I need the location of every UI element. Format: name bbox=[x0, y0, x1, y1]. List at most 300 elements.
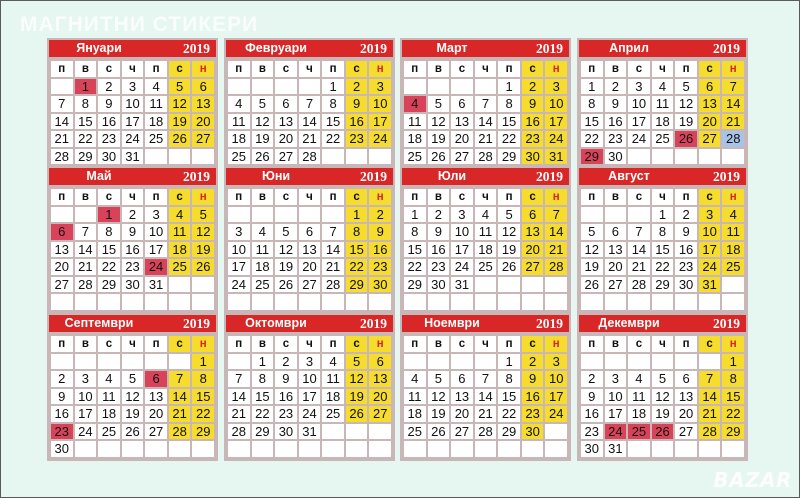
day-cell: 25 bbox=[228, 149, 250, 165]
day-cell: 10 bbox=[369, 96, 391, 112]
day-cell: 3 bbox=[545, 79, 567, 95]
day-cell: 28 bbox=[75, 277, 97, 293]
day-cell: 22 bbox=[322, 131, 344, 147]
day-cell: 3 bbox=[605, 371, 627, 387]
empty-cell bbox=[699, 354, 721, 370]
day-cell: 14 bbox=[169, 389, 191, 405]
day-cell: 27 bbox=[145, 424, 167, 440]
empty-cell bbox=[192, 277, 214, 293]
empty-cell bbox=[498, 294, 520, 310]
day-cell: 19 bbox=[428, 406, 450, 422]
empty-cell bbox=[369, 441, 391, 457]
weekday-header: ч bbox=[652, 336, 674, 352]
day-cell: 30 bbox=[122, 277, 144, 293]
day-cell: 27 bbox=[369, 406, 391, 422]
empty-cell bbox=[169, 354, 191, 370]
day-cell: 27 bbox=[451, 424, 473, 440]
day-cell: 29 bbox=[252, 424, 274, 440]
day-cell: 30 bbox=[581, 441, 603, 457]
weekday-header: н bbox=[722, 61, 744, 77]
day-cell: 8 bbox=[322, 96, 344, 112]
day-cell: 6 bbox=[605, 224, 627, 240]
day-cell: 3 bbox=[369, 79, 391, 95]
day-cell: 14 bbox=[722, 96, 744, 112]
day-cell: 10 bbox=[605, 389, 627, 405]
day-cell: 2 bbox=[51, 371, 73, 387]
day-cell: 23 bbox=[675, 259, 697, 275]
weekday-header: с bbox=[451, 336, 473, 352]
day-cell: 13 bbox=[299, 242, 321, 258]
day-cell: 30 bbox=[275, 424, 297, 440]
day-cell: 9 bbox=[98, 96, 120, 112]
day-cell: 21 bbox=[51, 131, 73, 147]
day-cell: 9 bbox=[522, 96, 544, 112]
day-cell: 29 bbox=[722, 424, 744, 440]
day-cell: 5 bbox=[581, 224, 603, 240]
month-name: Декември bbox=[598, 316, 660, 330]
weekday-header: п bbox=[581, 189, 603, 205]
day-cell: 20 bbox=[275, 131, 297, 147]
empty-cell bbox=[652, 441, 674, 457]
day-cell: 16 bbox=[581, 406, 603, 422]
day-cell: 3 bbox=[628, 79, 650, 95]
empty-cell bbox=[675, 354, 697, 370]
empty-cell bbox=[581, 207, 603, 223]
day-cell: 13 bbox=[192, 96, 214, 112]
empty-cell bbox=[722, 441, 744, 457]
weekday-header: п bbox=[404, 189, 426, 205]
month-days-grid bbox=[579, 59, 746, 184]
weekday-header: ч bbox=[299, 336, 321, 352]
day-cell: 12 bbox=[122, 389, 144, 405]
day-cell: 7 bbox=[475, 96, 497, 112]
day-cell: 27 bbox=[275, 149, 297, 165]
day-cell: 9 bbox=[675, 224, 697, 240]
day-cell: 17 bbox=[699, 242, 721, 258]
empty-cell bbox=[545, 277, 567, 293]
day-cell: 11 bbox=[252, 242, 274, 258]
day-cell: 26 bbox=[675, 131, 697, 147]
day-cell: 8 bbox=[498, 371, 520, 387]
month-3 bbox=[400, 38, 571, 186]
day-cell: 30 bbox=[522, 149, 544, 165]
day-cell: 16 bbox=[605, 114, 627, 130]
day-cell: 9 bbox=[369, 224, 391, 240]
weekday-header: в bbox=[605, 189, 627, 205]
day-cell: 17 bbox=[75, 406, 97, 422]
weekday-header: с bbox=[522, 336, 544, 352]
weekday-header: с bbox=[169, 336, 191, 352]
day-cell: 26 bbox=[581, 277, 603, 293]
day-cell: 30 bbox=[522, 424, 544, 440]
month-name: Юни bbox=[261, 169, 291, 183]
day-cell: 6 bbox=[675, 371, 697, 387]
empty-cell bbox=[252, 79, 274, 95]
day-cell: 17 bbox=[451, 242, 473, 258]
empty-cell bbox=[404, 294, 426, 310]
month-header bbox=[226, 40, 393, 59]
day-cell: 11 bbox=[169, 224, 191, 240]
day-cell: 20 bbox=[451, 131, 473, 147]
month-header bbox=[579, 40, 746, 59]
day-cell: 8 bbox=[75, 96, 97, 112]
empty-cell bbox=[122, 441, 144, 457]
day-cell: 11 bbox=[475, 224, 497, 240]
empty-cell bbox=[346, 149, 368, 165]
empty-cell bbox=[628, 207, 650, 223]
day-cell: 12 bbox=[498, 224, 520, 240]
empty-cell bbox=[581, 354, 603, 370]
day-cell: 27 bbox=[192, 131, 214, 147]
empty-cell bbox=[145, 354, 167, 370]
day-cell: 6 bbox=[51, 224, 73, 240]
day-cell: 24 bbox=[369, 131, 391, 147]
empty-cell bbox=[475, 79, 497, 95]
empty-cell bbox=[169, 441, 191, 457]
day-cell: 25 bbox=[322, 406, 344, 422]
day-cell: 31 bbox=[145, 277, 167, 293]
empty-cell bbox=[652, 294, 674, 310]
day-cell: 8 bbox=[98, 224, 120, 240]
day-cell: 13 bbox=[51, 242, 73, 258]
day-cell: 15 bbox=[98, 242, 120, 258]
weekday-header: н bbox=[545, 189, 567, 205]
empty-cell bbox=[369, 149, 391, 165]
weekday-header: с bbox=[98, 189, 120, 205]
weekday-header: н bbox=[192, 61, 214, 77]
empty-cell bbox=[699, 149, 721, 165]
day-cell: 12 bbox=[675, 96, 697, 112]
day-cell: 23 bbox=[428, 259, 450, 275]
month-year: 2019 bbox=[183, 169, 210, 184]
day-cell: 7 bbox=[475, 371, 497, 387]
day-cell: 22 bbox=[722, 406, 744, 422]
day-cell: 23 bbox=[346, 131, 368, 147]
day-cell: 7 bbox=[628, 224, 650, 240]
month-header bbox=[49, 315, 216, 334]
day-cell: 12 bbox=[192, 224, 214, 240]
day-cell: 26 bbox=[428, 424, 450, 440]
empty-cell bbox=[228, 354, 250, 370]
day-cell: 4 bbox=[322, 354, 344, 370]
day-cell: 12 bbox=[428, 114, 450, 130]
weekday-header: н bbox=[369, 336, 391, 352]
month-header bbox=[49, 168, 216, 187]
day-cell: 4 bbox=[404, 96, 426, 112]
day-cell: 11 bbox=[98, 389, 120, 405]
empty-cell bbox=[346, 441, 368, 457]
weekday-header: с bbox=[275, 61, 297, 77]
day-cell: 23 bbox=[98, 131, 120, 147]
day-cell: 12 bbox=[169, 96, 191, 112]
day-cell: 6 bbox=[451, 371, 473, 387]
month-name: Октомври bbox=[245, 316, 307, 330]
empty-cell bbox=[545, 441, 567, 457]
empty-cell bbox=[192, 294, 214, 310]
day-cell: 28 bbox=[228, 424, 250, 440]
day-cell: 31 bbox=[451, 277, 473, 293]
day-cell: 13 bbox=[675, 389, 697, 405]
day-cell: 29 bbox=[98, 277, 120, 293]
month-11 bbox=[400, 313, 571, 461]
empty-cell bbox=[75, 294, 97, 310]
day-cell: 27 bbox=[675, 424, 697, 440]
day-cell: 16 bbox=[275, 389, 297, 405]
day-cell: 3 bbox=[122, 79, 144, 95]
weekday-header: с bbox=[275, 189, 297, 205]
empty-cell bbox=[122, 294, 144, 310]
weekday-header: в bbox=[75, 189, 97, 205]
day-cell: 5 bbox=[252, 96, 274, 112]
day-cell: 26 bbox=[275, 277, 297, 293]
empty-cell bbox=[404, 79, 426, 95]
day-cell: 1 bbox=[498, 79, 520, 95]
day-cell: 14 bbox=[475, 114, 497, 130]
empty-cell bbox=[192, 149, 214, 165]
day-cell: 13 bbox=[451, 114, 473, 130]
day-cell: 14 bbox=[51, 114, 73, 130]
day-cell: 2 bbox=[98, 79, 120, 95]
month-year: 2019 bbox=[713, 316, 740, 331]
day-cell: 11 bbox=[228, 114, 250, 130]
empty-cell bbox=[228, 79, 250, 95]
empty-cell bbox=[404, 354, 426, 370]
day-cell: 3 bbox=[145, 207, 167, 223]
day-cell: 18 bbox=[628, 406, 650, 422]
day-cell: 20 bbox=[192, 114, 214, 130]
day-cell: 27 bbox=[451, 149, 473, 165]
empty-cell bbox=[722, 294, 744, 310]
weekday-header: п bbox=[498, 61, 520, 77]
day-cell: 22 bbox=[498, 131, 520, 147]
month-days-grid bbox=[226, 187, 393, 312]
weekday-header: ч bbox=[652, 189, 674, 205]
day-cell: 29 bbox=[581, 149, 603, 165]
day-cell: 18 bbox=[228, 131, 250, 147]
day-cell: 24 bbox=[605, 424, 627, 440]
weekday-header: п bbox=[404, 61, 426, 77]
weekday-header: в bbox=[428, 336, 450, 352]
month-header bbox=[226, 315, 393, 334]
day-cell: 6 bbox=[369, 354, 391, 370]
day-cell: 10 bbox=[145, 224, 167, 240]
day-cell: 11 bbox=[404, 114, 426, 130]
month-5 bbox=[47, 166, 218, 314]
day-cell: 10 bbox=[122, 96, 144, 112]
month-year: 2019 bbox=[360, 169, 387, 184]
empty-cell bbox=[628, 294, 650, 310]
day-cell: 19 bbox=[192, 242, 214, 258]
day-cell: 24 bbox=[628, 131, 650, 147]
day-cell: 29 bbox=[498, 149, 520, 165]
day-cell: 20 bbox=[299, 259, 321, 275]
day-cell: 22 bbox=[346, 259, 368, 275]
empty-cell bbox=[605, 207, 627, 223]
day-cell: 22 bbox=[252, 406, 274, 422]
empty-cell bbox=[275, 294, 297, 310]
month-days-grid bbox=[579, 187, 746, 312]
day-cell: 16 bbox=[522, 389, 544, 405]
empty-cell bbox=[699, 441, 721, 457]
empty-cell bbox=[545, 424, 567, 440]
month-year: 2019 bbox=[713, 169, 740, 184]
empty-cell bbox=[369, 294, 391, 310]
month-days-grid bbox=[579, 334, 746, 459]
day-cell: 14 bbox=[322, 242, 344, 258]
day-cell: 17 bbox=[145, 242, 167, 258]
day-cell: 28 bbox=[169, 424, 191, 440]
weekday-header: п bbox=[322, 336, 344, 352]
empty-cell bbox=[428, 79, 450, 95]
month-year: 2019 bbox=[183, 316, 210, 331]
day-cell: 14 bbox=[699, 389, 721, 405]
empty-cell bbox=[346, 294, 368, 310]
day-cell: 25 bbox=[169, 259, 191, 275]
day-cell: 15 bbox=[652, 242, 674, 258]
empty-cell bbox=[451, 354, 473, 370]
weekday-header: в bbox=[252, 189, 274, 205]
day-cell: 6 bbox=[699, 79, 721, 95]
day-cell: 13 bbox=[522, 224, 544, 240]
day-cell: 16 bbox=[675, 242, 697, 258]
day-cell: 28 bbox=[475, 424, 497, 440]
day-cell: 11 bbox=[404, 389, 426, 405]
day-cell: 6 bbox=[299, 224, 321, 240]
empty-cell bbox=[699, 294, 721, 310]
day-cell: 1 bbox=[98, 207, 120, 223]
day-cell: 26 bbox=[192, 259, 214, 275]
empty-cell bbox=[75, 207, 97, 223]
day-cell: 3 bbox=[299, 354, 321, 370]
month-days-grid bbox=[49, 334, 216, 459]
empty-cell bbox=[652, 149, 674, 165]
empty-cell bbox=[145, 441, 167, 457]
day-cell: 19 bbox=[581, 259, 603, 275]
day-cell: 3 bbox=[545, 354, 567, 370]
empty-cell bbox=[98, 294, 120, 310]
day-cell: 20 bbox=[145, 406, 167, 422]
day-cell: 22 bbox=[581, 131, 603, 147]
day-cell: 3 bbox=[451, 207, 473, 223]
day-cell: 17 bbox=[605, 406, 627, 422]
day-cell: 2 bbox=[522, 79, 544, 95]
day-cell: 6 bbox=[192, 79, 214, 95]
empty-cell bbox=[605, 354, 627, 370]
day-cell: 8 bbox=[192, 371, 214, 387]
weekday-header: н bbox=[545, 336, 567, 352]
day-cell: 24 bbox=[75, 424, 97, 440]
weekday-header: н bbox=[369, 61, 391, 77]
weekday-header: п bbox=[322, 189, 344, 205]
month-name: Май bbox=[86, 169, 112, 183]
empty-cell bbox=[98, 354, 120, 370]
day-cell: 20 bbox=[369, 389, 391, 405]
empty-cell bbox=[322, 294, 344, 310]
day-cell: 10 bbox=[299, 371, 321, 387]
day-cell: 18 bbox=[652, 114, 674, 130]
month-name: Юли bbox=[437, 169, 467, 183]
day-cell: 30 bbox=[428, 277, 450, 293]
weekday-header: п bbox=[145, 336, 167, 352]
weekday-header: н bbox=[722, 336, 744, 352]
empty-cell bbox=[169, 149, 191, 165]
weekday-header: ч bbox=[475, 189, 497, 205]
day-cell: 4 bbox=[722, 207, 744, 223]
weekday-header: п bbox=[228, 189, 250, 205]
day-cell: 30 bbox=[369, 277, 391, 293]
weekday-header: п bbox=[581, 336, 603, 352]
day-cell: 19 bbox=[169, 114, 191, 130]
day-cell: 24 bbox=[699, 259, 721, 275]
day-cell: 16 bbox=[346, 114, 368, 130]
empty-cell bbox=[428, 354, 450, 370]
day-cell: 18 bbox=[145, 114, 167, 130]
day-cell: 19 bbox=[122, 406, 144, 422]
day-cell: 22 bbox=[192, 406, 214, 422]
day-cell: 26 bbox=[498, 259, 520, 275]
day-cell: 21 bbox=[699, 406, 721, 422]
empty-cell bbox=[675, 294, 697, 310]
day-cell: 20 bbox=[675, 406, 697, 422]
day-cell: 19 bbox=[428, 131, 450, 147]
day-cell: 30 bbox=[98, 149, 120, 165]
day-cell: 15 bbox=[322, 114, 344, 130]
day-cell: 9 bbox=[605, 96, 627, 112]
day-cell: 10 bbox=[545, 371, 567, 387]
month-days-grid bbox=[49, 59, 216, 184]
weekday-header: в bbox=[605, 61, 627, 77]
empty-cell bbox=[275, 79, 297, 95]
weekday-header: п bbox=[675, 336, 697, 352]
day-cell: 10 bbox=[545, 96, 567, 112]
day-cell: 14 bbox=[299, 114, 321, 130]
weekday-header: в bbox=[75, 61, 97, 77]
day-cell: 17 bbox=[228, 259, 250, 275]
weekday-header: с bbox=[628, 189, 650, 205]
empty-cell bbox=[299, 294, 321, 310]
day-cell: 10 bbox=[228, 242, 250, 258]
day-cell: 1 bbox=[322, 79, 344, 95]
day-cell: 21 bbox=[169, 406, 191, 422]
empty-cell bbox=[252, 294, 274, 310]
empty-cell bbox=[498, 277, 520, 293]
day-cell: 7 bbox=[51, 96, 73, 112]
day-cell: 19 bbox=[275, 259, 297, 275]
empty-cell bbox=[451, 294, 473, 310]
day-cell: 5 bbox=[652, 371, 674, 387]
day-cell: 16 bbox=[369, 242, 391, 258]
day-cell: 25 bbox=[252, 277, 274, 293]
day-cell: 18 bbox=[169, 242, 191, 258]
day-cell: 8 bbox=[581, 96, 603, 112]
weekday-header: в bbox=[75, 336, 97, 352]
day-cell: 5 bbox=[122, 371, 144, 387]
day-cell: 26 bbox=[169, 131, 191, 147]
day-cell: 7 bbox=[699, 371, 721, 387]
weekday-header: п bbox=[145, 189, 167, 205]
weekday-header: с bbox=[98, 61, 120, 77]
day-cell: 10 bbox=[628, 96, 650, 112]
month-1 bbox=[47, 38, 218, 186]
month-6 bbox=[224, 166, 395, 314]
weekday-header: п bbox=[51, 189, 73, 205]
day-cell: 25 bbox=[628, 424, 650, 440]
empty-cell bbox=[475, 277, 497, 293]
day-cell: 22 bbox=[75, 131, 97, 147]
day-cell: 23 bbox=[51, 424, 73, 440]
day-cell: 12 bbox=[346, 371, 368, 387]
empty-cell bbox=[252, 207, 274, 223]
